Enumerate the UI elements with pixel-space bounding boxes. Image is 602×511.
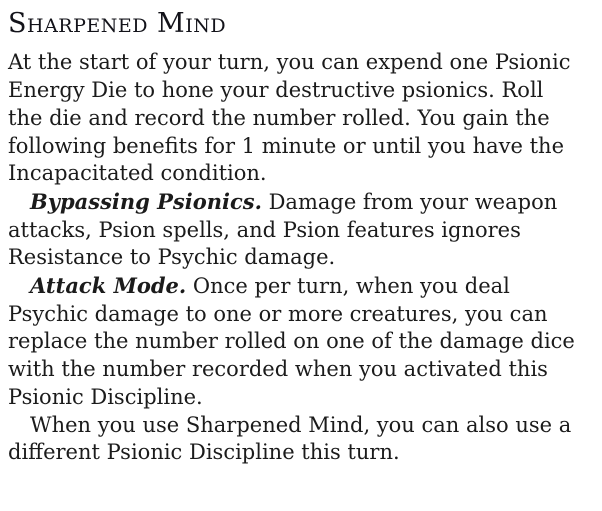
body-line: different Psionic Discipline this turn.	[8, 440, 400, 465]
page-title: Sharpened Mind	[8, 8, 227, 39]
body-line-text: Once per turn, when you deal	[186, 274, 510, 299]
run-in-heading-bypassing-psionics: Bypassing Psionics.	[30, 188, 262, 214]
body-line: following benefits for 1 minute or until you have the	[8, 133, 564, 158]
paragraph-bypassing-psionics	[8, 188, 592, 272]
body-line: Energy Die to hone your destructive psionics. Roll	[8, 78, 544, 103]
body-line: attacks, Psion spells, and Psion features ignores	[8, 217, 521, 242]
body-line: replace the number rolled on one of the damage dice	[8, 329, 575, 354]
body-line	[8, 188, 592, 217]
body-line: When you use Sharpened Mind, you can also use a	[30, 412, 572, 437]
paragraph-attack-mode	[8, 272, 592, 412]
paragraph-closing	[8, 412, 592, 467]
body-line: At the start of your turn, you can expend one Psionic	[8, 50, 571, 75]
body-line: with the number recorded when you activated this	[8, 357, 548, 382]
body-line: Incapacitated condition.	[8, 161, 267, 186]
body-line: Psychic damage to one or more creatures, you can	[8, 301, 548, 326]
paragraph-intro	[8, 49, 592, 188]
body-line: Resistance to Psychic damage.	[8, 245, 336, 270]
body-line: Psionic Discipline.	[8, 384, 203, 409]
body-line-text: Damage from your weapon	[261, 189, 558, 214]
body-line	[8, 272, 592, 301]
body-line: the die and record the number rolled. You gain the	[8, 105, 550, 130]
run-in-heading-attack-mode: Attack Mode.	[30, 273, 187, 299]
